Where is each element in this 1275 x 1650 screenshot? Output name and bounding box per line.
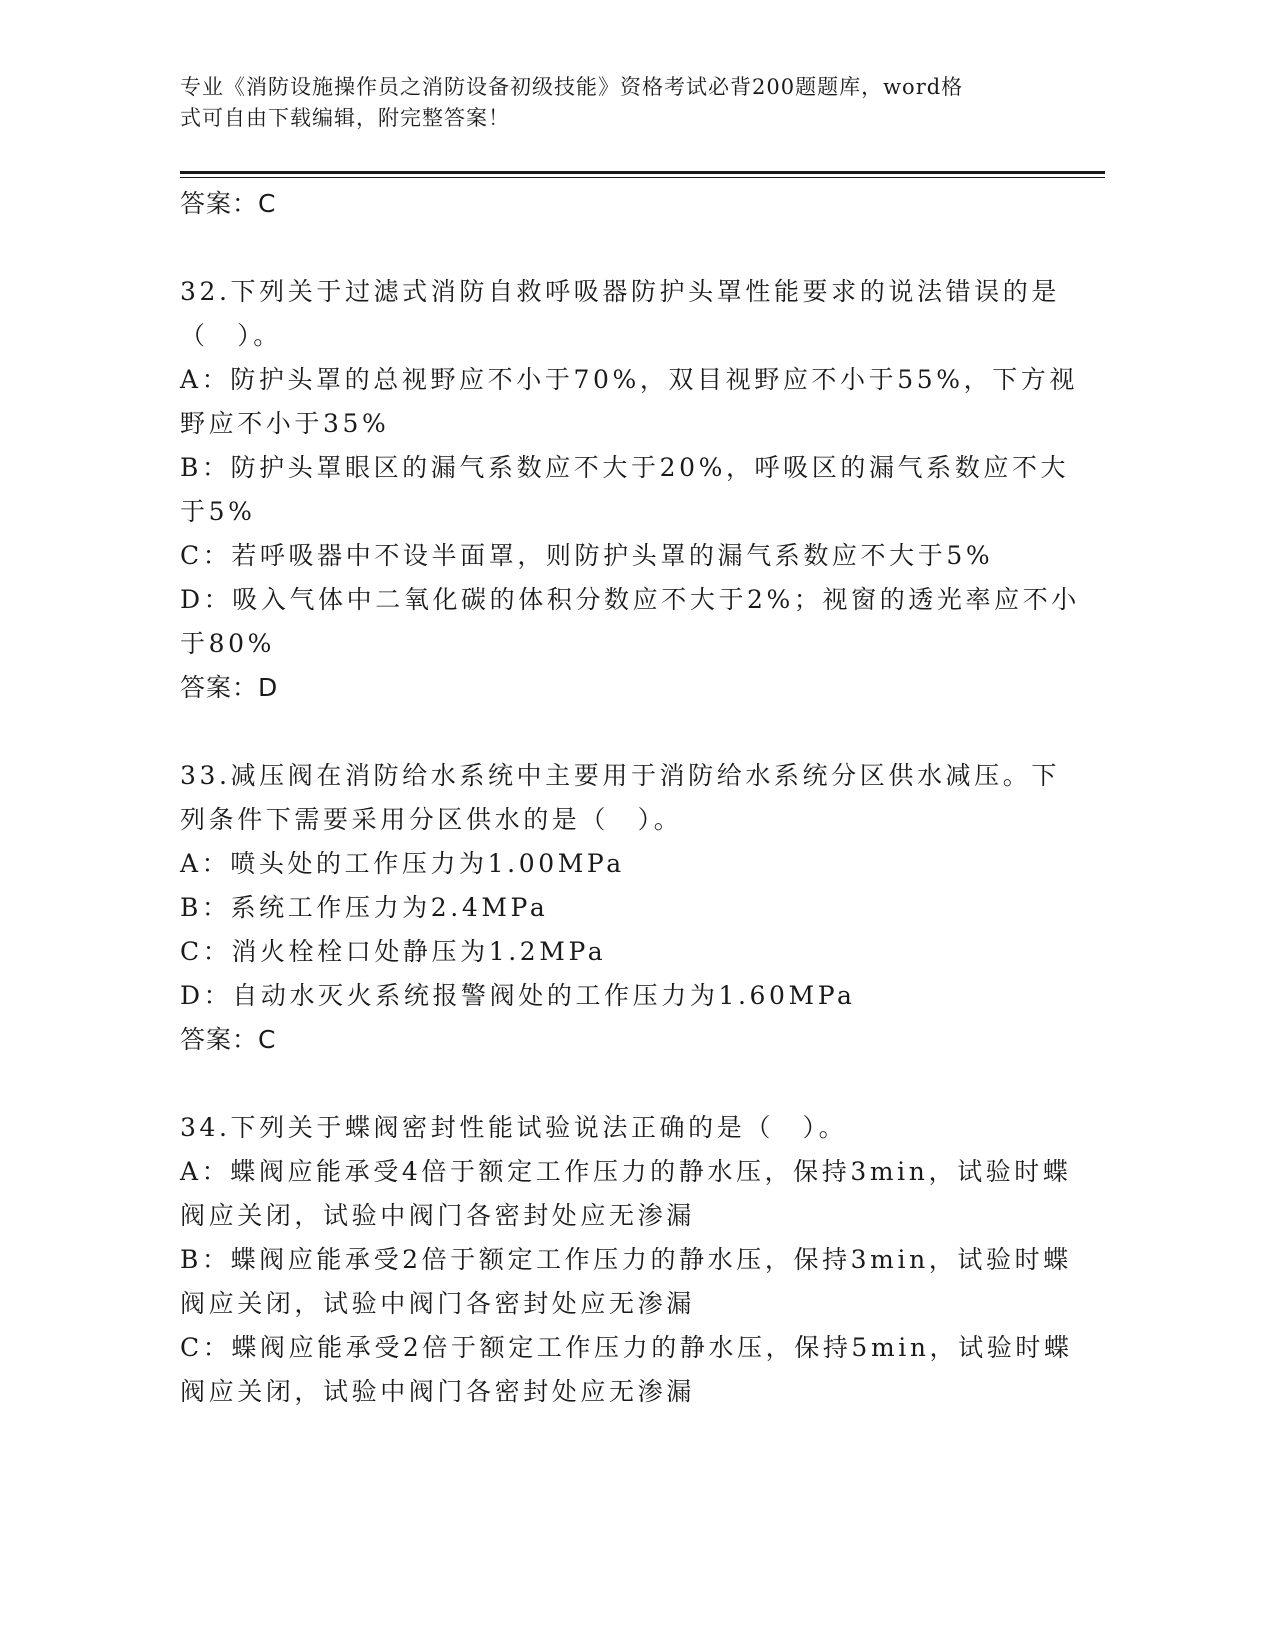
question-32-option-d-continued: 于80% [180,629,275,658]
question-34-option-c-continued: 阀应关闭，试验中阀门各密封处应无渗漏 [180,1377,695,1406]
header-divider-thin [180,177,1105,178]
document-header [180,72,1040,134]
spacer [180,226,1050,270]
question-32-option-b-continued: 于5% [180,497,256,526]
question-33-option-c: C：消火栓栓口处静压为1.2MPa [180,937,607,966]
question-32 [180,270,1080,710]
question-32-stem: 32.下列关于过滤式消防自救呼吸器防护头罩性能要求的说法错误的是 [180,277,1060,306]
document-body [180,182,1080,1414]
question-33-option-b: B：系统工作压力为2.4MPa [180,893,549,922]
question-32-option-a-continued: 野应不小于35% [180,409,390,438]
question-33-stem: 33.减压阀在消防给水系统中主要用于消防给水系统分区供水减压。下 [180,761,1060,790]
previous-question-answer: 答案：C [180,189,277,218]
header-line-1: 专业《消防设施操作员之消防设备初级技能》资格考试必背200题题库，word格 [180,75,964,99]
question-32-option-d: D：吸入气体中二氧化碳的体积分数应不大于2%；视窗的透光率应不小 [180,585,1080,614]
question-33 [180,754,1060,1062]
question-32-option-c: C：若呼吸器中不设半面罩，则防护头罩的漏气系数应不大于5% [180,541,994,570]
question-33-option-a: A：喷头处的工作压力为1.00MPa [180,849,625,878]
header-divider-thick [180,171,1105,174]
question-34-option-c: C：蝶阀应能承受2倍于额定工作压力的静水压，保持5min，试验时蝶 [180,1333,1073,1362]
question-33-answer: 答案：C [180,1025,277,1054]
question-34-option-a: A：蝶阀应能承受4倍于额定工作压力的静水压，保持3min，试验时蝶 [180,1157,1072,1186]
question-34-option-a-continued: 阀应关闭，试验中阀门各密封处应无渗漏 [180,1201,695,1230]
question-33-stem-continued: 列条件下需要采用分区供水的是（ ）。 [180,805,683,834]
question-32-answer: 答案：D [180,673,279,702]
question-34-stem: 34.下列关于蝶阀密封性能试验说法正确的是（ ）。 [180,1113,848,1142]
question-32-option-a: A：防护头罩的总视野应不小于70%，双目视野应不小于55%，下方视 [180,365,1078,394]
question-32-option-b: B：防护头罩眼区的漏气系数应不大于20%，呼吸区的漏气系数应不大 [180,453,1070,482]
question-34-option-b: B：蝶阀应能承受2倍于额定工作压力的静水压，保持3min，试验时蝶 [180,1245,1072,1274]
question-32-stem-continued: （ ）。 [180,321,282,350]
question-34-option-b-continued: 阀应关闭，试验中阀门各密封处应无渗漏 [180,1289,695,1318]
question-34 [180,1106,1073,1414]
spacer [180,1062,1050,1106]
header-line-2: 式可自由下载编辑，附完整答案！ [180,106,510,130]
question-33-option-d: D：自动水灭火系统报警阀处的工作压力为1.60MPa [180,981,856,1010]
spacer [180,710,1050,754]
